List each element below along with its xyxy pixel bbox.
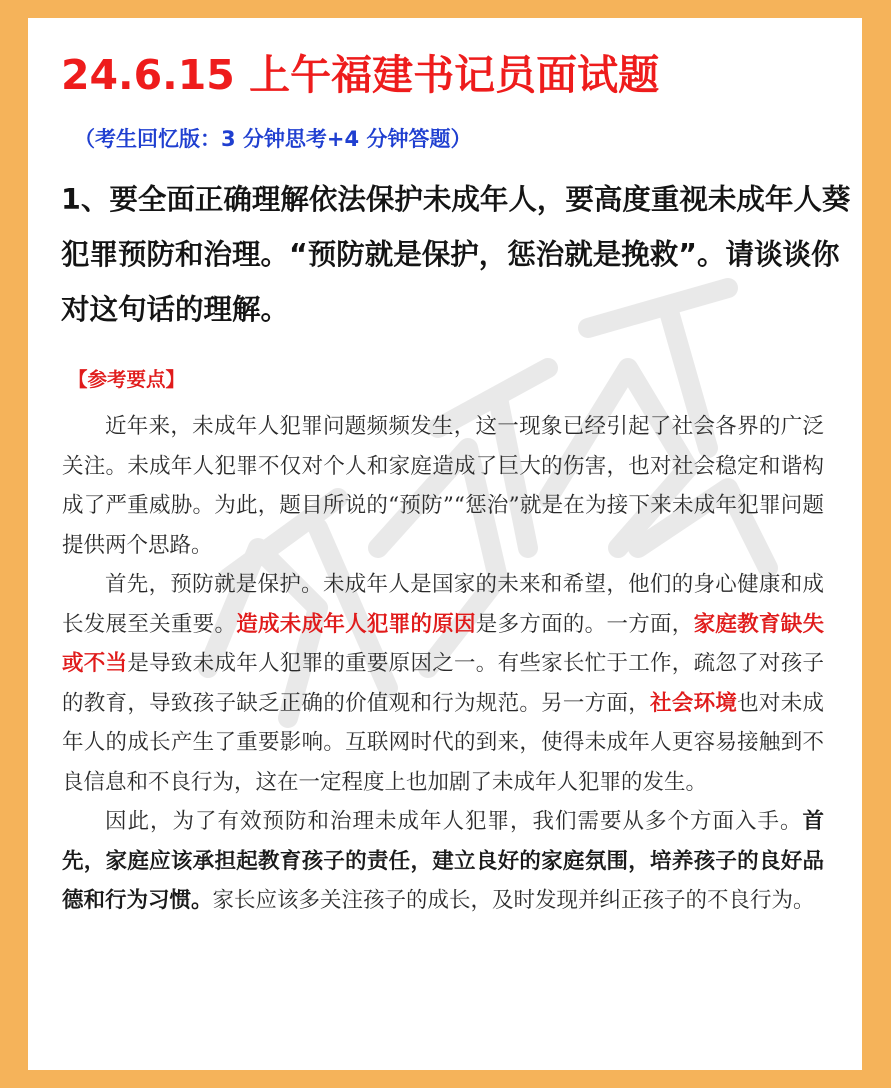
subtitle: （考生回忆版：3 分钟思考+4 分钟答题） [74, 127, 472, 151]
paragraph-2-text-d: 也对未成年人的成长产生了重要影响。互联网时代的到来，使得未成年人更容易接触到不良信息和不良行为，这在一定程度上也加剧了未成年人犯罪的发生。 [62, 690, 824, 795]
paragraph-2 [62, 565, 824, 802]
document-card [28, 18, 862, 1070]
paragraph-2-text-c: 是导致未成年人犯罪的重要原因之一。有些家长忙于工作，疏忽了对孩子的教育，导致孩子缺乏正确的价值观和行为规范。另一方面， [62, 651, 824, 716]
reference-heading: 【参考要点】 [68, 368, 186, 391]
paragraph-2-text-a: 首先，预防就是保护。未成年人是国家的未来和希望，他们的身心健康和成长发展至关重要。 [62, 572, 824, 637]
question-text: 1、要全面正确理解依法保护未成年人，要高度重视未成年人葵犯罪预防和治理。“预防就是保护，惩治就是挽救”。请谈谈你对这句话的理解。 [61, 183, 851, 326]
paragraph-1 [62, 407, 824, 565]
paragraph-1-text: 近年来，未成年人犯罪问题频频发生，这一现象已经引起了社会各界的广泛关注。未成年人犯罪不仅对个人和家庭造成了巨大的伤害，也对社会稳定和谐构成了严重威胁。为此，题目所说的“预防”“惩治”就是在为接下来未成年犯罪问题提供两个思路。 [62, 414, 824, 558]
paragraph-3-text-a: 因此，为了有效预防和治理未成年人犯罪，我们需要从多个方面入手。 [105, 809, 803, 834]
paragraph-3-text-b: 家长应该多关注孩子的成长，及时发现并纠正孩子的不良行为。 [212, 888, 815, 913]
highlight-family-education: 家庭教育缺失或不当 [62, 611, 824, 676]
paragraph-3 [62, 802, 824, 921]
highlight-cause: 造成未成年人犯罪的原因 [236, 611, 476, 637]
answer-body [62, 407, 824, 921]
page-title: 24.6.15 上午福建书记员面试题 [61, 51, 660, 99]
bold-family-responsibility: 首先，家庭应该承担起教育孩子的责任，建立良好的家庭氛围，培养孩子的良好品德和行为习惯。 [62, 809, 824, 913]
highlight-social-environment: 社会环境 [650, 690, 738, 716]
paragraph-2-text-b: 是多方面的。一方面， [475, 611, 694, 637]
